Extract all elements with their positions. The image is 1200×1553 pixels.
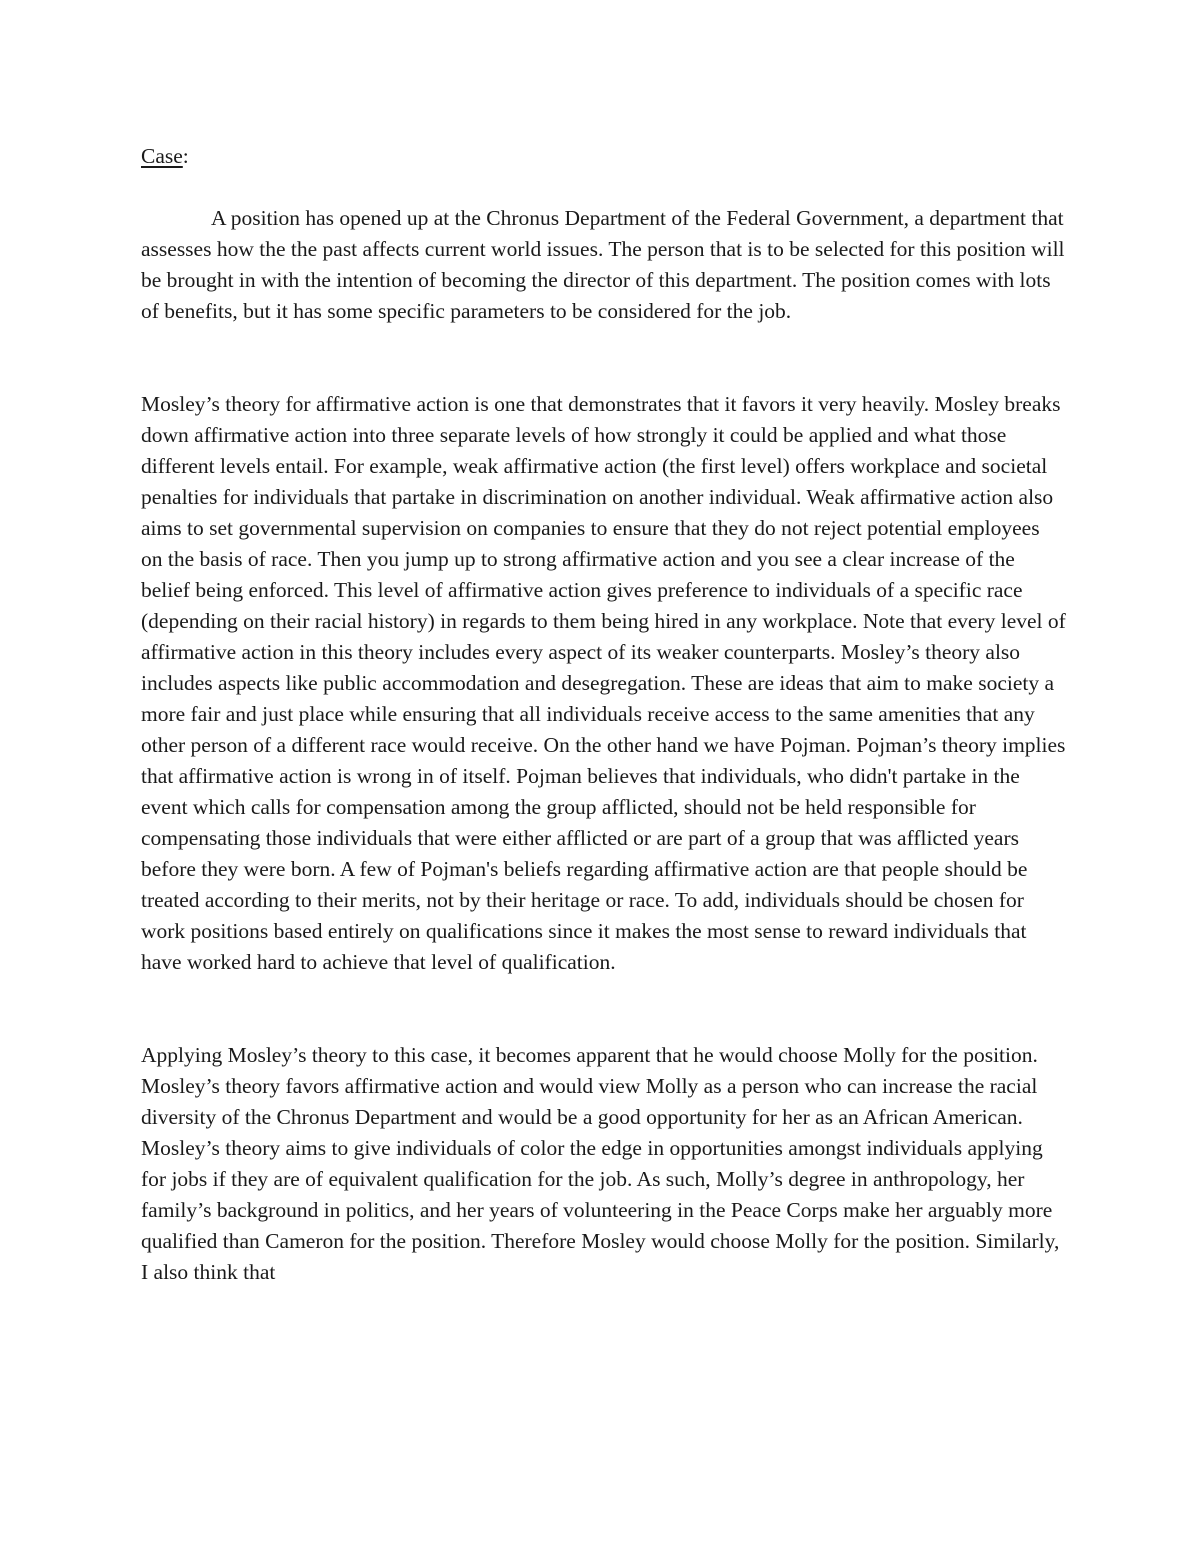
document-body (141, 141, 1066, 1288)
case-heading (141, 141, 1066, 172)
intro-paragraph: A position has opened up at the Chronus Department of the Federal Government, a department that assesses how the the past affects current world issues. The person that is to be selected for this position will be brought in with the intention of becoming the director of this department. The position comes with lots of benefits, but it has some specific parameters to be considered for the job. (141, 206, 1065, 323)
case-heading-colon: : (182, 144, 189, 168)
application-paragraph: Applying Mosley’s theory to this case, it becomes apparent that he would choose Molly for the position. Mosley’s theory favors affirmative action and would view Molly as a person who can increase the racial diversity of the Chronus Department and would be a good opportunity for her as an African American. Mosley’s theory aims to give individuals of color the edge in opportunities amongst individuals applying for jobs if they are of equivalent qualification for the job. As such, Molly’s degree in anthropology, her family’s background in politics, and her years of volunteering in the Peace Corps make her arguably more qualified than Cameron for the position. Therefore Mosley would choose Molly for the position. Similarly, I also think that (141, 1043, 1060, 1284)
case-heading-word: Case (141, 144, 183, 168)
theories-paragraph: Mosley’s theory for affirmative action is one that demonstrates that it favors it very heavily. Mosley breaks down affirmative action into three separate levels of how strongly it could be applied and what those different levels entail. For example, weak affirmative action (the first level) offers workplace and societal penalties for individuals that partake in discrimination on another individual. Weak affirmative action also aims to set governmental supervision on companies to ensure that they do not reject potential employees on the basis of race. Then you jump up to strong affirmative action and you see a clear increase of the belief being enforced. This level of affirmative action gives preference to individuals of a specific race (depending on their racial history) in regards to them being hired in any workplace. Note that every level of affirmative action in this theory includes every aspect of its weaker counterparts. Mosley’s theory also includes aspects like public accommodation and desegregation. These are ideas that aim to make society a more fair and just place while ensuring that all individuals receive access to the same amenities that any other person of a different race would receive. On the other hand we have Pojman. Pojman’s theory implies that affirmative action is wrong in of itself. Pojman believes that individuals, who didn't partake in the event which calls for compensation among the group afflicted, should not be held responsible for compensating those individuals that were either afflicted or are part of a group that was afflicted years before they were born. A few of Pojman's beliefs regarding affirmative action are that people should be treated according to their merits, not by their heritage or race. To add, individuals should be chosen for work positions based entirely on qualifications since it makes the most sense to reward individuals that have worked hard to achieve that level of qualification. (141, 392, 1066, 974)
